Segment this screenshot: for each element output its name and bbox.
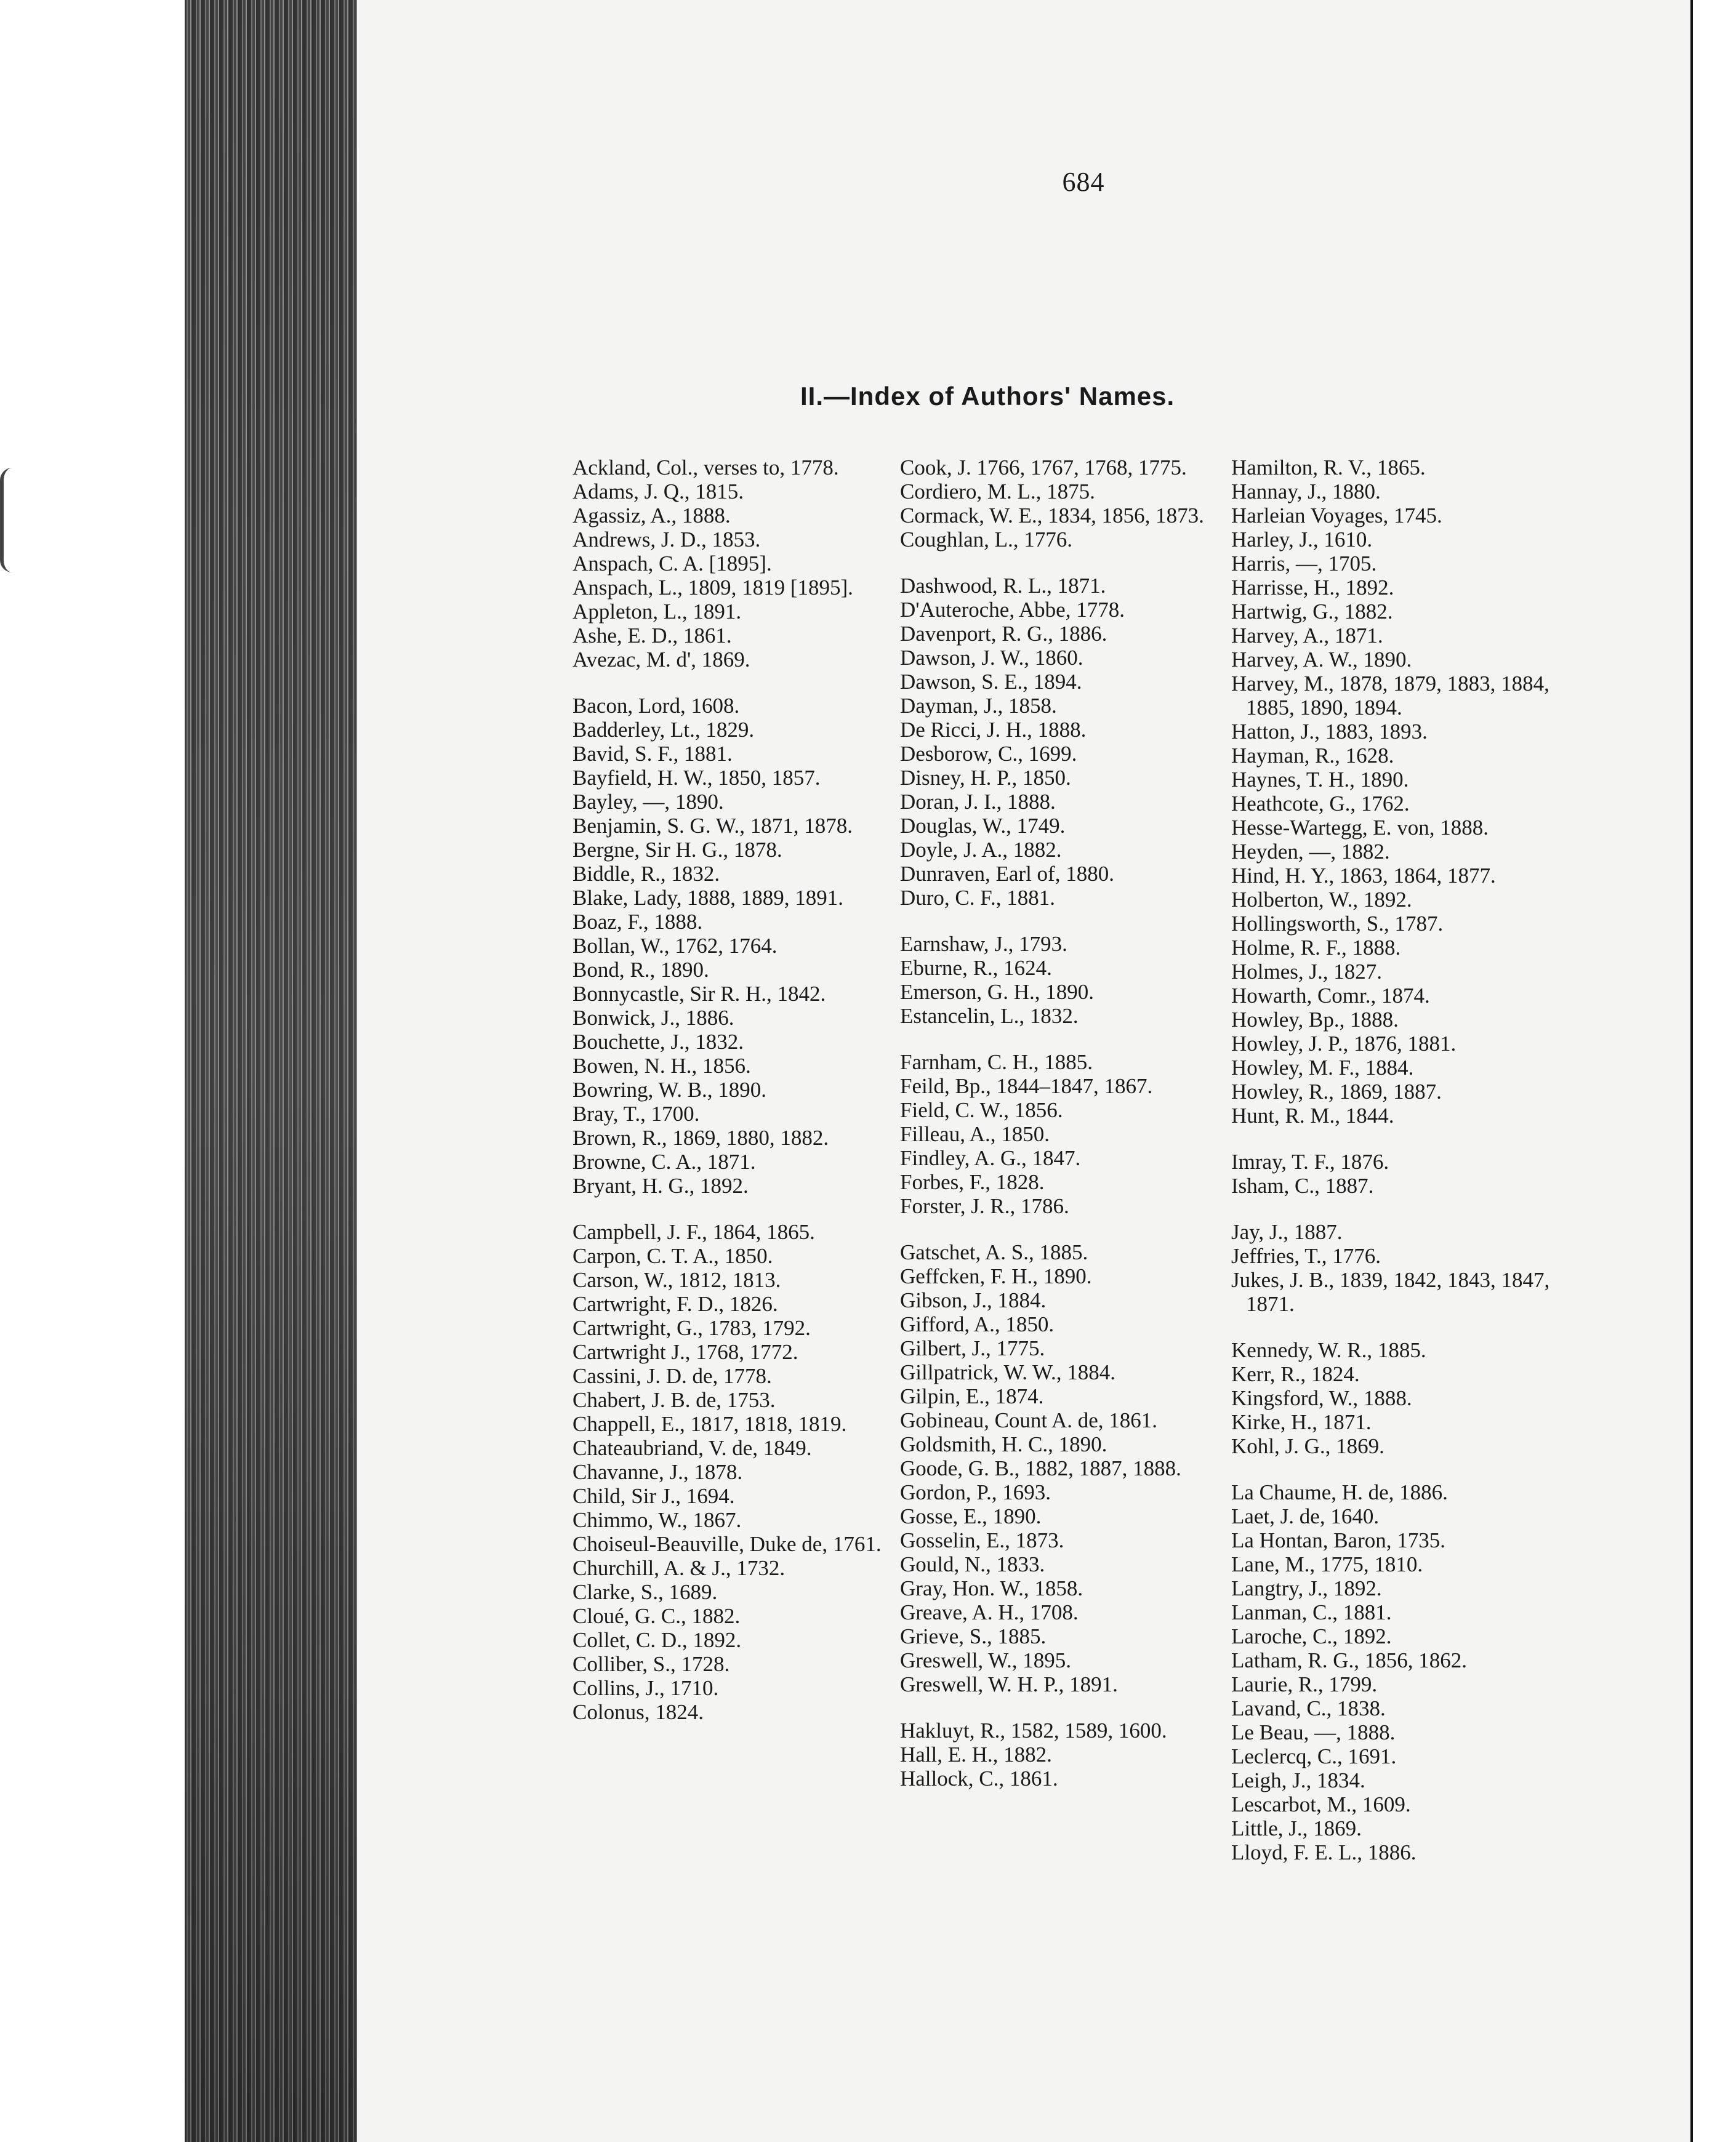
index-entry: Cartwright J., 1768, 1772. bbox=[573, 1340, 798, 1364]
index-entry: Harvey, A. W., 1890. bbox=[1231, 648, 1412, 672]
index-entry: Kohl, J. G., 1869. bbox=[1231, 1434, 1384, 1458]
index-entry: La Hontan, Baron, 1735. bbox=[1231, 1528, 1445, 1552]
index-entry: Forbes, F., 1828. bbox=[900, 1170, 1045, 1194]
index-entry: Farnham, C. H., 1885. bbox=[900, 1050, 1093, 1074]
index-entry: Bryant, H. G., 1892. bbox=[573, 1174, 749, 1198]
index-entry: Bergne, Sir H. G., 1878. bbox=[573, 838, 782, 862]
index-entry: Filleau, A., 1850. bbox=[900, 1122, 1050, 1146]
index-entry: Hakluyt, R., 1582, 1589, 1600. bbox=[900, 1719, 1167, 1743]
index-entry: Harris, —, 1705. bbox=[1231, 552, 1377, 576]
index-entry: Anspach, C. A. [1895]. bbox=[573, 552, 772, 576]
index-entry: Chimmo, W., 1867. bbox=[573, 1508, 742, 1532]
index-entry: Jeffries, T., 1776. bbox=[1231, 1244, 1381, 1268]
letter-group-gap bbox=[573, 672, 917, 694]
index-entry: Leigh, J., 1834. bbox=[1231, 1768, 1365, 1792]
index-entry: Bouchette, J., 1832. bbox=[573, 1030, 744, 1054]
letter-group-gap bbox=[900, 552, 1245, 574]
index-entry: Hartwig, G., 1882. bbox=[1231, 600, 1393, 624]
index-entry: Bowen, N. H., 1856. bbox=[573, 1054, 751, 1078]
letter-group-gap bbox=[900, 910, 1245, 932]
index-entry: Imray, T. F., 1876. bbox=[1231, 1150, 1389, 1174]
index-entry: Hamilton, R. V., 1865. bbox=[1231, 455, 1426, 479]
book-page-edges bbox=[185, 0, 363, 2142]
index-entry: Gray, Hon. W., 1858. bbox=[900, 1576, 1083, 1600]
index-entry: Colonus, 1824. bbox=[573, 1700, 704, 1724]
index-entry: Davenport, R. G., 1886. bbox=[900, 622, 1107, 646]
index-entry: Laet, J. de, 1640. bbox=[1231, 1504, 1380, 1528]
index-entry: Kirke, H., 1871. bbox=[1231, 1410, 1372, 1434]
index-entry: De Ricci, J. H., 1888. bbox=[900, 718, 1087, 742]
index-entry: Howley, J. P., 1876, 1881. bbox=[1231, 1032, 1457, 1056]
index-entry: Howarth, Comr., 1874. bbox=[1231, 984, 1430, 1008]
index-entry: Goode, G. B., 1882, 1887, 1888. bbox=[900, 1456, 1181, 1480]
index-entry: Churchill, A. & J., 1732. bbox=[573, 1556, 786, 1580]
index-entry: Holme, R. F., 1888. bbox=[1231, 936, 1401, 960]
index-entry: Chateaubriand, V. de, 1849. bbox=[573, 1436, 812, 1460]
index-entry: Greswell, W. H. P., 1891. bbox=[900, 1672, 1118, 1696]
index-entry: Cormack, W. E., 1834, 1856, 1873. bbox=[900, 503, 1204, 527]
index-entry: Cartwright, F. D., 1826. bbox=[573, 1292, 778, 1316]
index-entry: Bray, T., 1700. bbox=[573, 1102, 700, 1126]
index-entry: Gifford, A., 1850. bbox=[900, 1312, 1055, 1336]
index-entry: Doyle, J. A., 1882. bbox=[900, 838, 1062, 862]
index-entry: Hayman, R., 1628. bbox=[1231, 744, 1394, 768]
index-entry: Holmes, J., 1827. bbox=[1231, 960, 1382, 984]
index-entry: Gilpin, E., 1874. bbox=[900, 1384, 1044, 1408]
index-entry: Findley, A. G., 1847. bbox=[900, 1146, 1081, 1170]
index-entry: Boaz, F., 1888. bbox=[573, 910, 703, 934]
index-entry: Howley, M. F., 1884. bbox=[1231, 1056, 1414, 1080]
section-title: II.—Index of Authors' Names. bbox=[800, 382, 1175, 411]
index-entry: Disney, H. P., 1850. bbox=[900, 766, 1071, 790]
index-entry: Greave, A. H., 1708. bbox=[900, 1600, 1079, 1624]
index-entry: Gosselin, E., 1873. bbox=[900, 1528, 1064, 1552]
letter-group-gap bbox=[900, 1218, 1245, 1240]
index-entry: Earnshaw, J., 1793. bbox=[900, 932, 1067, 956]
index-entry: Harleian Voyages, 1745. bbox=[1231, 503, 1442, 527]
index-entry: Hesse-Wartegg, E. von, 1888. bbox=[1231, 816, 1489, 840]
letter-group-gap bbox=[1231, 1128, 1551, 1150]
index-entry: Choiseul-Beauville, Duke de, 1761. bbox=[573, 1532, 882, 1556]
index-entry: Howley, Bp., 1888. bbox=[1231, 1008, 1399, 1032]
index-entry: Heyden, —, 1882. bbox=[1231, 840, 1390, 864]
index-entry: Gatschet, A. S., 1885. bbox=[900, 1240, 1088, 1264]
index-entry: Cook, J. 1766, 1767, 1768, 1775. bbox=[900, 455, 1187, 479]
binding-shadow-mark bbox=[0, 468, 25, 572]
index-entry: Ashe, E. D., 1861. bbox=[573, 624, 732, 648]
index-entry: Gordon, P., 1693. bbox=[900, 1480, 1051, 1504]
index-entry: Benjamin, S. G. W., 1871, 1878. bbox=[573, 814, 853, 838]
letter-group-gap bbox=[573, 1198, 917, 1220]
index-entry: Bayley, —, 1890. bbox=[573, 790, 724, 814]
right-margin bbox=[1693, 0, 1736, 2142]
index-entry: Kingsford, W., 1888. bbox=[1231, 1386, 1412, 1410]
index-entry: Collins, J., 1710. bbox=[573, 1676, 719, 1700]
index-entry: Brown, R., 1869, 1880, 1882. bbox=[573, 1126, 829, 1150]
index-entry: Cartwright, G., 1783, 1792. bbox=[573, 1316, 811, 1340]
index-entry: Gobineau, Count A. de, 1861. bbox=[900, 1408, 1158, 1432]
index-column-3 bbox=[1231, 455, 1551, 1864]
index-entry: Lloyd, F. E. L., 1886. bbox=[1231, 1840, 1417, 1864]
index-entry: Chavanne, J., 1878. bbox=[573, 1460, 743, 1484]
index-entry: Goldsmith, H. C., 1890. bbox=[900, 1432, 1107, 1456]
letter-group-gap bbox=[1231, 1316, 1551, 1338]
index-entry: Jay, J., 1887. bbox=[1231, 1220, 1343, 1244]
index-entry: Hall, E. H., 1882. bbox=[900, 1743, 1052, 1767]
index-entry: Carpon, C. T. A., 1850. bbox=[573, 1244, 773, 1268]
index-entry: Hatton, J., 1883, 1893. bbox=[1231, 720, 1428, 744]
index-column-2 bbox=[900, 455, 1245, 1791]
index-entry: Haynes, T. H., 1890. bbox=[1231, 768, 1409, 792]
index-entry: Gillpatrick, W. W., 1884. bbox=[900, 1360, 1115, 1384]
letter-group-gap bbox=[900, 1696, 1245, 1719]
index-entry: Desborow, C., 1699. bbox=[900, 742, 1077, 766]
index-entry: Avezac, M. d', 1869. bbox=[573, 648, 750, 672]
index-entry: Bonnycastle, Sir R. H., 1842. bbox=[573, 982, 826, 1006]
index-entry: Campbell, J. F., 1864, 1865. bbox=[573, 1220, 815, 1244]
index-entry: Feild, Bp., 1844–1847, 1867. bbox=[900, 1074, 1153, 1098]
index-entry: Collet, C. D., 1892. bbox=[573, 1628, 742, 1652]
index-entry: Bollan, W., 1762, 1764. bbox=[573, 934, 778, 958]
letter-group-gap bbox=[900, 1028, 1245, 1050]
index-column-1 bbox=[573, 455, 917, 1724]
index-entry: Gosse, E., 1890. bbox=[900, 1504, 1042, 1528]
index-entry: Harrisse, H., 1892. bbox=[1231, 576, 1394, 600]
index-entry: Chappell, E., 1817, 1818, 1819. bbox=[573, 1412, 847, 1436]
index-entry: Isham, C., 1887. bbox=[1231, 1174, 1374, 1198]
index-entry: Carson, W., 1812, 1813. bbox=[573, 1268, 781, 1292]
index-entry: Gilbert, J., 1775. bbox=[900, 1336, 1045, 1360]
index-entry: Little, J., 1869. bbox=[1231, 1816, 1362, 1840]
index-entry: Cassini, J. D. de, 1778. bbox=[573, 1364, 772, 1388]
index-entry: Bavid, S. F., 1881. bbox=[573, 742, 733, 766]
letter-group-gap bbox=[1231, 1458, 1551, 1480]
index-entry: Duro, C. F., 1881. bbox=[900, 886, 1055, 910]
index-entry: Hannay, J., 1880. bbox=[1231, 479, 1381, 503]
index-entry: Anspach, L., 1809, 1819 [1895]. bbox=[573, 576, 853, 600]
index-entry: Browne, C. A., 1871. bbox=[573, 1150, 756, 1174]
index-entry: Biddle, R., 1832. bbox=[573, 862, 720, 886]
index-entry: Ackland, Col., verses to, 1778. bbox=[573, 455, 839, 479]
index-entry: Le Beau, —, 1888. bbox=[1231, 1720, 1396, 1744]
index-entry: Doran, J. I., 1888. bbox=[900, 790, 1056, 814]
index-entry: Chabert, J. B. de, 1753. bbox=[573, 1388, 776, 1412]
index-entry: Forster, J. R., 1786. bbox=[900, 1194, 1069, 1218]
index-entry: Colliber, S., 1728. bbox=[573, 1652, 730, 1676]
index-entry: Heathcote, G., 1762. bbox=[1231, 792, 1410, 816]
index-entry: Hunt, R. M., 1844. bbox=[1231, 1104, 1394, 1128]
page-number: 684 bbox=[1062, 167, 1105, 197]
index-entry: Dawson, J. W., 1860. bbox=[900, 646, 1083, 670]
index-entry: Bayfield, H. W., 1850, 1857. bbox=[573, 766, 821, 790]
index-entry: Cordiero, M. L., 1875. bbox=[900, 479, 1095, 503]
index-entry: Hollingsworth, S., 1787. bbox=[1231, 912, 1444, 936]
index-entry: Gibson, J., 1884. bbox=[900, 1288, 1047, 1312]
index-entry: Hallock, C., 1861. bbox=[900, 1767, 1058, 1791]
index-entry: Coughlan, L., 1776. bbox=[900, 527, 1072, 552]
index-entry: Harvey, M., 1878, 1879, 1883, 1884, 1885, 1890, 1894. bbox=[1231, 672, 1549, 720]
index-entry: Badderley, Lt., 1829. bbox=[573, 718, 755, 742]
index-entry: Child, Sir J., 1694. bbox=[573, 1484, 735, 1508]
index-entry: Geffcken, F. H., 1890. bbox=[900, 1264, 1092, 1288]
index-entry: Holberton, W., 1892. bbox=[1231, 888, 1412, 912]
index-entry: Estancelin, L., 1832. bbox=[900, 1004, 1079, 1028]
index-entry: Harvey, A., 1871. bbox=[1231, 624, 1383, 648]
index-entry: Leclercq, C., 1691. bbox=[1231, 1744, 1397, 1768]
index-entry: La Chaume, H. de, 1886. bbox=[1231, 1480, 1448, 1504]
index-entry: Greswell, W., 1895. bbox=[900, 1648, 1072, 1672]
index-entry: Gould, N., 1833. bbox=[900, 1552, 1045, 1576]
index-entry: Dunraven, Earl of, 1880. bbox=[900, 862, 1114, 886]
index-entry: Laroche, C., 1892. bbox=[1231, 1624, 1392, 1648]
index-entry: Bacon, Lord, 1608. bbox=[573, 694, 740, 718]
index-entry: Kennedy, W. R., 1885. bbox=[1231, 1338, 1426, 1362]
index-entry: Andrews, J. D., 1853. bbox=[573, 527, 761, 552]
index-entry: Langtry, J., 1892. bbox=[1231, 1576, 1382, 1600]
index-entry: Dayman, J., 1858. bbox=[900, 694, 1057, 718]
index-entry: Field, C. W., 1856. bbox=[900, 1098, 1063, 1122]
index-entry: Howley, R., 1869, 1887. bbox=[1231, 1080, 1442, 1104]
index-entry: Lescarbot, M., 1609. bbox=[1231, 1792, 1411, 1816]
index-entry: D'Auteroche, Abbe, 1778. bbox=[900, 598, 1125, 622]
index-entry: Cloué, G. C., 1882. bbox=[573, 1604, 741, 1628]
index-entry: Hind, H. Y., 1863, 1864, 1877. bbox=[1231, 864, 1496, 888]
index-entry: Latham, R. G., 1856, 1862. bbox=[1231, 1648, 1468, 1672]
index-entry: Bond, R., 1890. bbox=[573, 958, 709, 982]
index-entry: Harley, J., 1610. bbox=[1231, 527, 1373, 552]
index-entry: Bonwick, J., 1886. bbox=[573, 1006, 734, 1030]
index-entry: Lavand, C., 1838. bbox=[1231, 1696, 1386, 1720]
index-entry: Douglas, W., 1749. bbox=[900, 814, 1066, 838]
index-entry: Laurie, R., 1799. bbox=[1231, 1672, 1378, 1696]
index-entry: Lanman, C., 1881. bbox=[1231, 1600, 1392, 1624]
index-entry: Agassiz, A., 1888. bbox=[573, 503, 731, 527]
index-entry: Emerson, G. H., 1890. bbox=[900, 980, 1094, 1004]
index-entry: Blake, Lady, 1888, 1889, 1891. bbox=[573, 886, 844, 910]
index-entry: Grieve, S., 1885. bbox=[900, 1624, 1047, 1648]
index-entry: Dashwood, R. L., 1871. bbox=[900, 574, 1106, 598]
index-entry: Adams, J. Q., 1815. bbox=[573, 479, 744, 503]
index-entry: Clarke, S., 1689. bbox=[573, 1580, 718, 1604]
index-entry: Bowring, W. B., 1890. bbox=[573, 1078, 767, 1102]
letter-group-gap bbox=[1231, 1198, 1551, 1220]
index-entry: Dawson, S. E., 1894. bbox=[900, 670, 1082, 694]
index-entry: Kerr, R., 1824. bbox=[1231, 1362, 1360, 1386]
index-entry: Jukes, J. B., 1839, 1842, 1843, 1847, 1871. bbox=[1231, 1268, 1550, 1316]
index-entry: Lane, M., 1775, 1810. bbox=[1231, 1552, 1423, 1576]
index-entry: Eburne, R., 1624. bbox=[900, 956, 1052, 980]
index-entry: Appleton, L., 1891. bbox=[573, 600, 742, 624]
